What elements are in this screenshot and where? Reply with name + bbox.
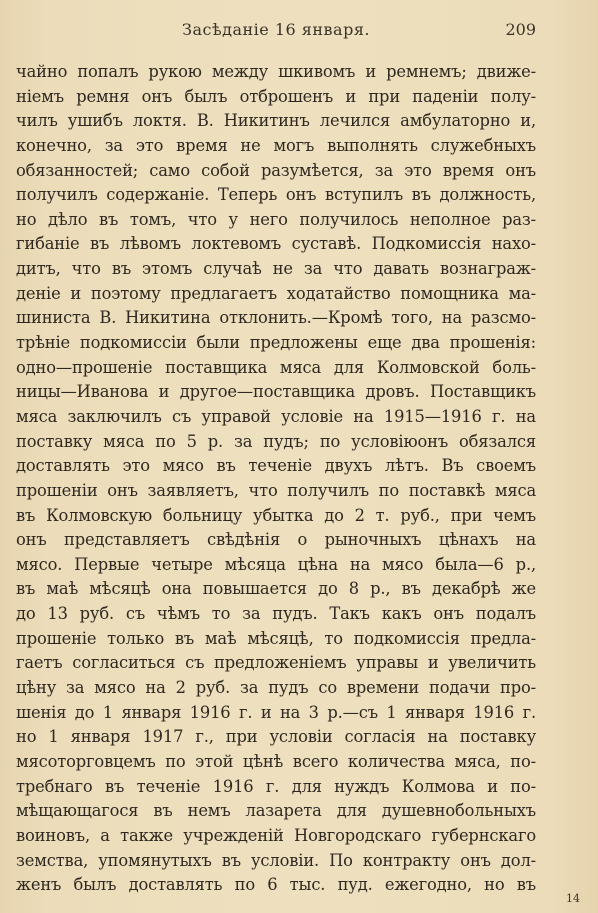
text-line: доставлять это мясо въ теченіе двухъ лѣтъ. Въ своемъ — [16, 456, 536, 476]
text-line: цѣну за мясо на 2 руб. за пудъ со времени подачи про- — [16, 678, 536, 698]
text-line: воиновъ, а также учрежденій Новгородскаго губернскаго — [16, 825, 536, 845]
text-line: въ маѣ мѣсяцѣ она повышается до 8 р., въ декабрѣ же — [16, 579, 536, 599]
text-line: въ Колмовскую больницу убытка до 2 т. руб., при чемъ — [16, 505, 536, 525]
text-line: конечно, за это время не могъ выполнять служебныхъ — [16, 135, 536, 155]
text-line: обязанностей; само собой разумѣется, за это время онъ — [16, 160, 536, 180]
text-line: мѣщающагося въ немъ лазарета для душевнобольныхъ — [16, 801, 536, 821]
text-line: прошеніе только въ маѣ мѣсяцѣ, то подкомиссія предла- — [16, 628, 536, 648]
running-title: Засѣданіе 16 января. — [181, 20, 370, 39]
running-head — [16, 20, 536, 44]
text-line: женъ былъ доставлять по 6 тыс. пуд. ежегодно, но въ — [16, 875, 536, 895]
text-line: гибаніе въ лѣвомъ локтевомъ суставѣ. Подкомиссія нахо- — [16, 234, 536, 254]
text-line: шиниста В. Никитина отклонить.—Кромѣ того, на разсмо- — [16, 308, 536, 328]
text-line: трѣніе подкомиссіи были предложены еще два прошенія: — [16, 333, 536, 353]
text-line: дитъ, что въ этомъ случаѣ не за что давать вознаграж- — [16, 259, 536, 279]
text-line: гаетъ согласиться съ предложеніемъ управы и увеличить — [16, 653, 536, 673]
text-line: ницы—Иванова и другое—поставщика дровъ. Поставщикъ — [16, 382, 536, 402]
text-line: деніе и поэтому предлагаетъ ходатайство помощника ма- — [16, 283, 536, 303]
text-line: шенія до 1 января 1916 г. и на 3 р.—съ 1 января 1916 г. — [16, 702, 536, 722]
text-line: чилъ ушибъ локтя. В. Никитинъ лечился амбулаторно и, — [16, 111, 536, 131]
text-line: до 13 руб. съ чѣмъ то за пудъ. Такъ какъ онъ подалъ — [16, 604, 536, 624]
text-line: онъ представляетъ свѣдѣнія о рыночныхъ цѣнахъ на — [16, 530, 536, 550]
body-text — [16, 60, 536, 898]
text-line: получилъ содержаніе. Теперь онъ вступилъ въ должность, — [16, 185, 536, 205]
text-line: но дѣло въ томъ, что у него получилось неполное раз- — [16, 209, 536, 229]
text-line: но 1 января 1917 г., при условіи согласія на поставку — [16, 727, 536, 747]
text-line: одно—прошеніе поставщика мяса для Колмовской боль- — [16, 357, 536, 377]
text-line: мяса заключилъ съ управой условіе на 1915—1916 г. на — [16, 406, 536, 426]
text-line: чайно попалъ рукою между шкивомъ и ремнемъ; движе- — [16, 62, 536, 81]
text-line: поставку мяса по 5 р. за пудъ; по условіюонъ обязался — [16, 431, 536, 451]
text-line: ніемъ ремня онъ былъ отброшенъ и при паденіи полу- — [16, 86, 536, 106]
text-line: прошеніи онъ заявляетъ, что получилъ по поставкѣ мяса — [16, 480, 536, 500]
text-line: земства, упомянутыхъ въ условіи. По контракту онъ дол- — [16, 850, 536, 870]
text-line: требнаго въ теченіе 1916 г. для нуждъ Колмова и по- — [16, 776, 536, 796]
page-number: 209 — [505, 20, 536, 39]
text-line: мясо. Первые четыре мѣсяца цѣна на мясо была—6 р., — [16, 554, 536, 574]
text-line: мясоторговцемъ по этой цѣнѣ всего количества мяса, по- — [16, 751, 536, 771]
signature-mark: 14 — [566, 892, 580, 905]
